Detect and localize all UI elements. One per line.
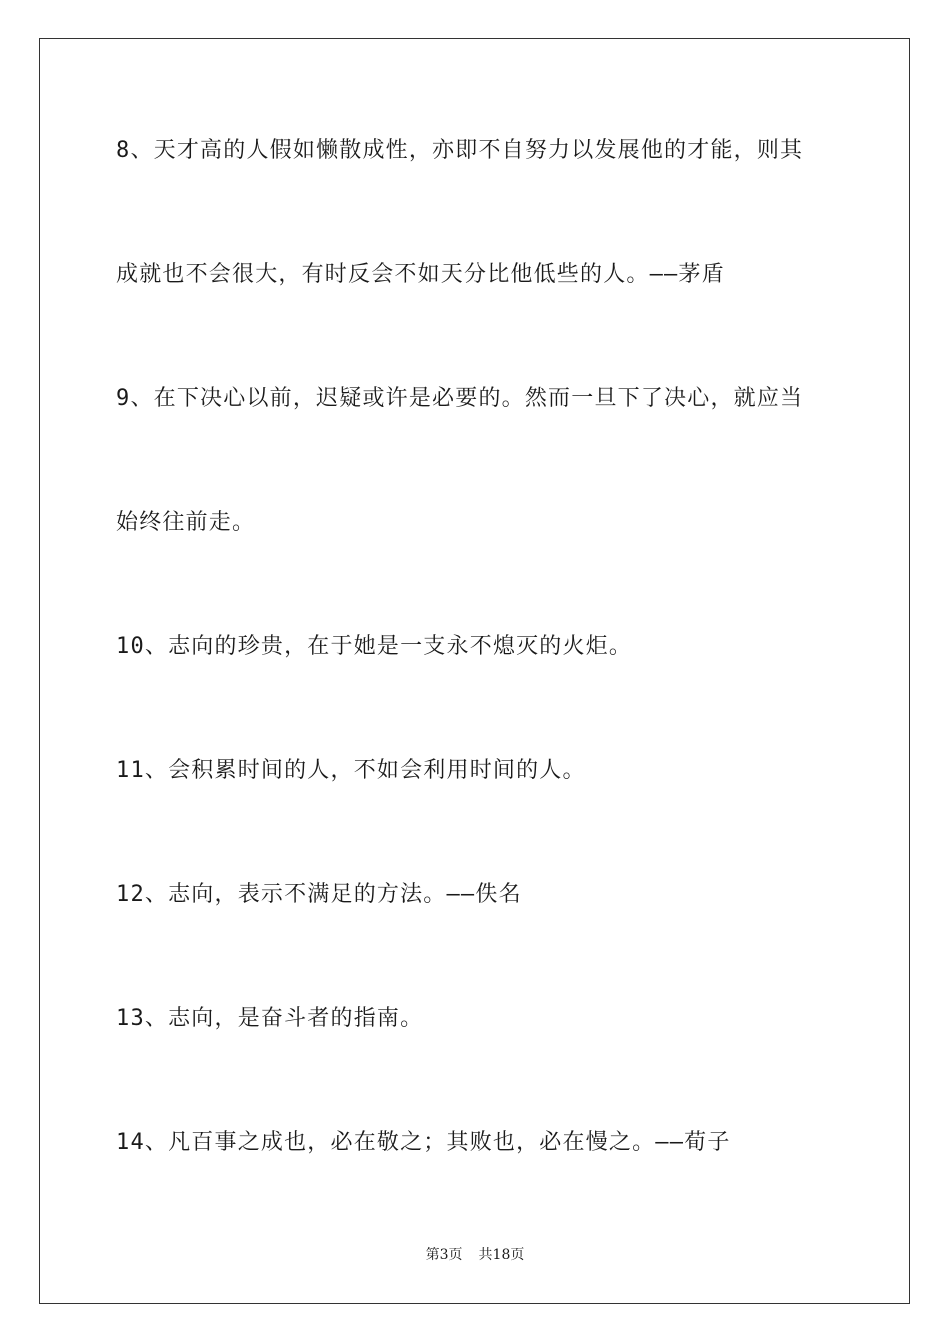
text-line-quote-9b: 始终往前走。 (116, 510, 256, 535)
text-line-quote-8a: 8、天才高的人假如懒散成性，亦即不自努力以发展他的才能，则其 (116, 138, 804, 163)
text-line-quote-11: 11、会积累时间的人，不如会利用时间的人。 (116, 758, 586, 783)
page-border (39, 38, 910, 1304)
text-line-quote-12: 12、志向，表示不满足的方法。——佚名 (116, 882, 522, 907)
text-line-quote-9a: 9、在下决心以前，迟疑或许是必要的。然而一旦下了决心，就应当 (116, 386, 804, 411)
text-line-quote-13: 13、志向，是奋斗者的指南。 (116, 1006, 424, 1031)
text-line-quote-8b: 成就也不会很大，有时反会不如天分比他低些的人。——茅盾 (116, 262, 725, 287)
page-number: 第3页 (425, 1247, 463, 1263)
page-footer (0, 1245, 950, 1265)
total-pages: 共18页 (478, 1247, 525, 1263)
text-line-quote-10: 10、志向的珍贵，在于她是一支永不熄灭的火炬。 (116, 634, 633, 659)
text-line-quote-14: 14、凡百事之成也，必在敬之；其败也，必在慢之。——荀子 (116, 1130, 731, 1155)
